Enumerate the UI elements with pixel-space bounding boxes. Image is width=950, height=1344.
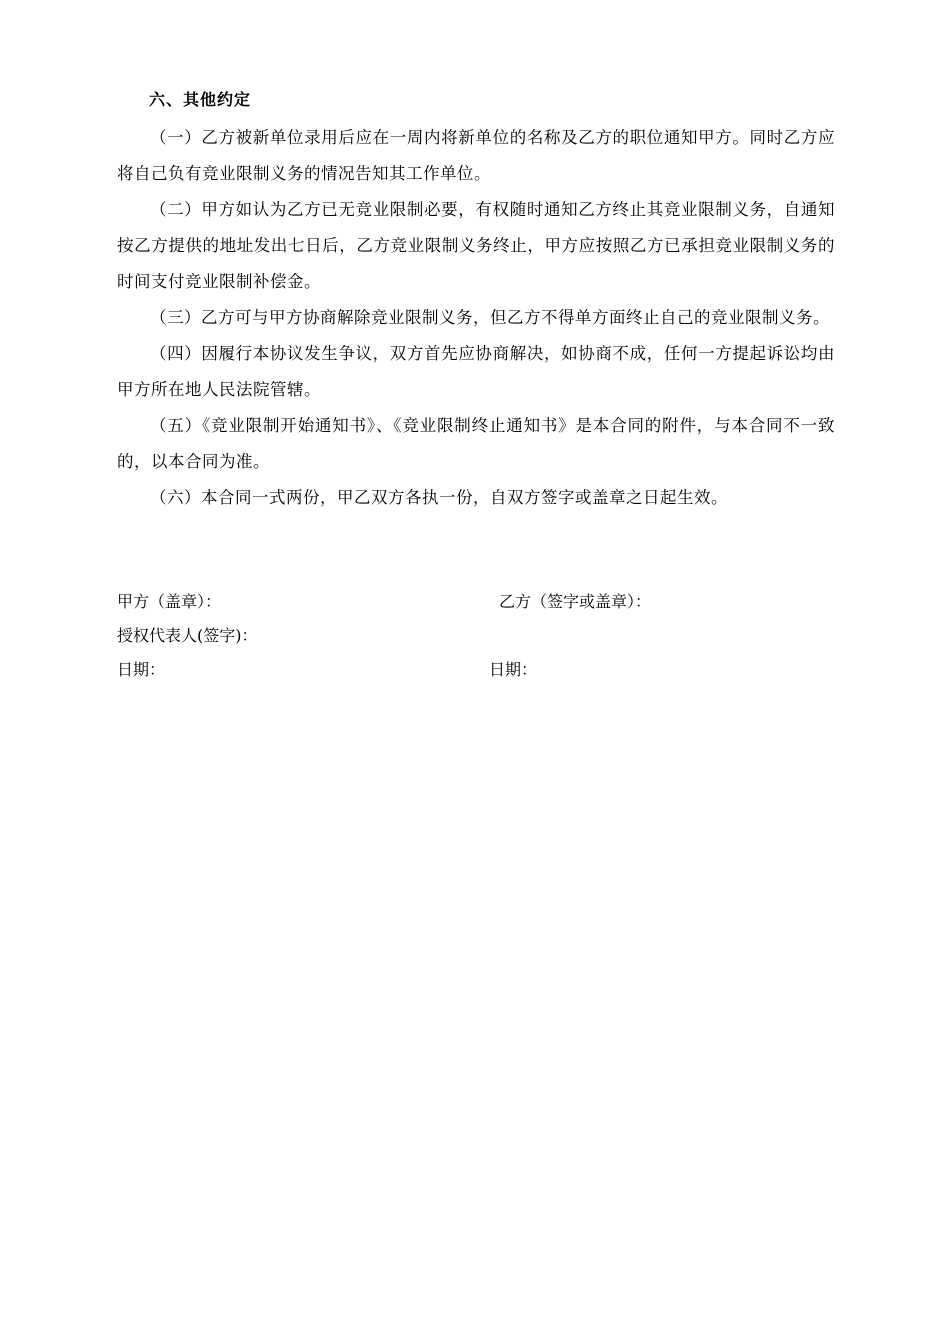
section-other-terms: [117, 86, 835, 516]
party-a-date-label: 日期：: [117, 660, 166, 679]
clause-4: （四）因履行本协议发生争议，双方首先应协商解决，如协商不成，任何一方提起诉讼均由甲方所在地人民法院管辖。: [117, 344, 835, 399]
signature-block: [117, 585, 835, 687]
signature-row-parties: [117, 585, 835, 619]
party-b-date-label: 日期：: [489, 660, 538, 679]
clause-3: （三）乙方可与甲方协商解除竞业限制义务，但乙方不得单方面终止自己的竞业限制义务。: [150, 308, 830, 327]
party-a-seal-label: 甲方（盖章）：: [117, 592, 222, 611]
representative-signature-label: 授权代表人(签字)：: [117, 626, 258, 645]
signature-row-representative: [117, 619, 835, 653]
party-b-signature-label: 乙方（签字或盖章）：: [499, 592, 652, 611]
signature-row-dates: [117, 653, 835, 687]
clause-2: （二）甲方如认为乙方已无竞业限制必要，有权随时通知乙方终止其竞业限制义务，自通知按乙方提供的地址发出七日后，乙方竞业限制义务终止，甲方应按照乙方已承担竞业限制义务的时间支付竞业限制补偿金。: [117, 200, 835, 291]
clause-1: （一）乙方被新单位录用后应在一周内将新单位的名称及乙方的职位通知甲方。同时乙方应将自己负有竞业限制义务的情况告知其工作单位。: [117, 128, 835, 183]
clause-6: （六）本合同一式两份，甲乙双方各执一份，自双方签字或盖章之日起生效。: [150, 488, 728, 507]
clause-5: （五）《竞业限制开始通知书》、《竞业限制终止通知书》是本合同的附件，与本合同不一致的，以本合同为准。: [117, 416, 835, 471]
section-title: 六、其他约定: [149, 90, 252, 109]
